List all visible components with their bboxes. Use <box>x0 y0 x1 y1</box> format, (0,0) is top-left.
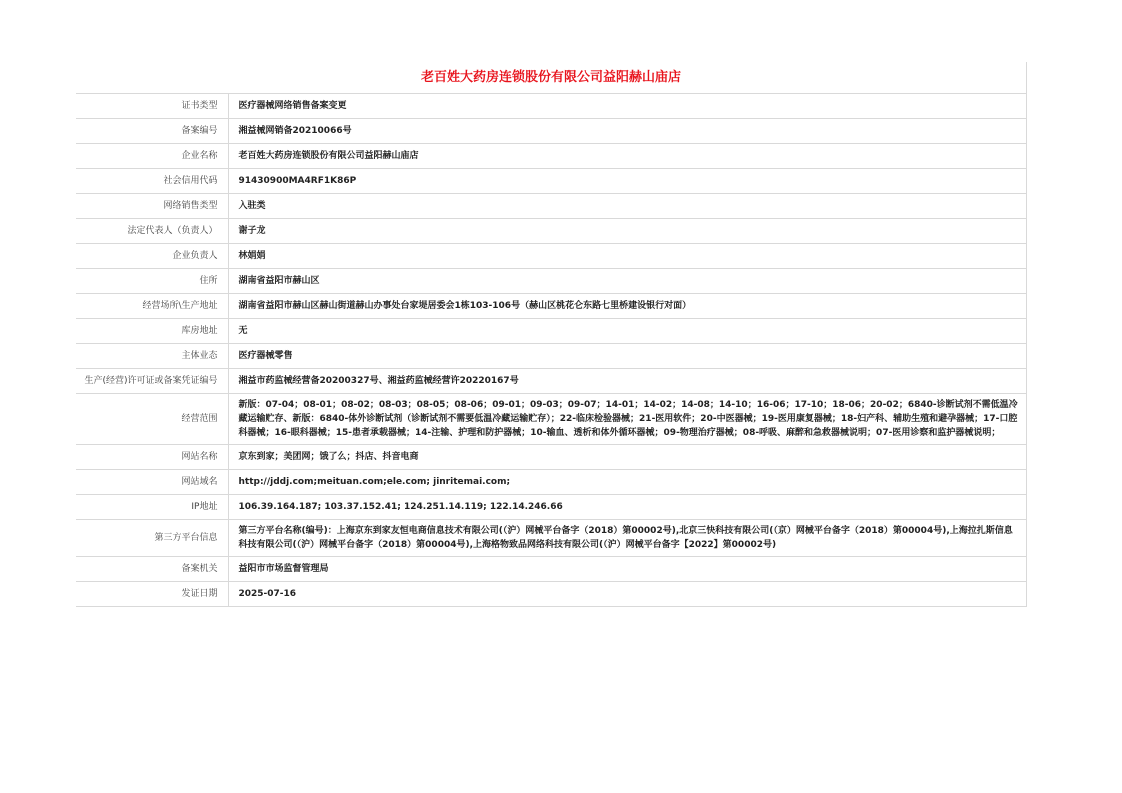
field-label: 法定代表人（负责人） <box>76 219 228 244</box>
field-value: 入驻类 <box>228 194 1026 219</box>
row-domicile <box>76 269 1026 294</box>
row-third-party-platform <box>76 520 1026 557</box>
field-value: 2025-07-16 <box>228 582 1026 607</box>
row-business-format <box>76 344 1026 369</box>
field-value: http://jddj.com;meituan.com;ele.com; jinritemai.com; <box>228 470 1026 495</box>
row-credit-code <box>76 169 1026 194</box>
field-label: 网站域名 <box>76 470 228 495</box>
field-label: 生产(经营)许可证或备案凭证编号 <box>76 369 228 394</box>
field-value: 京东到家；美团网；饿了么；抖店、抖音电商 <box>228 445 1026 470</box>
row-website-name <box>76 445 1026 470</box>
field-value: 医疗器械网络销售备案变更 <box>228 94 1026 119</box>
field-label: 备案机关 <box>76 557 228 582</box>
row-business-address <box>76 294 1026 319</box>
field-value: 湖南省益阳市赫山区赫山街道赫山办事处台家堤居委会1栋103-106号（赫山区桃花仑东路七里桥建设银行对面） <box>228 294 1026 319</box>
field-label: 主体业态 <box>76 344 228 369</box>
field-value: 医疗器械零售 <box>228 344 1026 369</box>
field-value: 新版：07-04；08-01；08-02；08-03；08-05；08-06；09-01；09-03；09-07；14-01；14-02；14-08；14-10；16-06；17-10；18-06；20-02；6840-诊断试剂不需低温冷藏运输贮存、新版：6840-体外诊断试剂（诊断试剂不需要低温冷藏运输贮存）；22-临床检验器械；21-医用软件；20-中医器械；19-医用康复器械；18-妇产科、辅助生殖和避孕器械；17-口腔科器械；16-眼科器械；15-患者承载器械；14-注输、护理和防护器械；10-输血、透析和体外循环器械；09-物理治疗器械；08-呼吸、麻醉和急救器械说明；07-医用诊察和监护器械说明； <box>228 394 1026 445</box>
field-value: 湘益市药监械经营备20200327号、湘益药监械经营许20220167号 <box>228 369 1026 394</box>
field-value: 益阳市市场监督管理局 <box>228 557 1026 582</box>
field-label: 住所 <box>76 269 228 294</box>
row-business-scope <box>76 394 1026 445</box>
record-table <box>76 94 1026 607</box>
row-record-number <box>76 119 1026 144</box>
field-label: 库房地址 <box>76 319 228 344</box>
field-label: 社会信用代码 <box>76 169 228 194</box>
field-label: 发证日期 <box>76 582 228 607</box>
row-issue-date <box>76 582 1026 607</box>
field-label: 备案编号 <box>76 119 228 144</box>
row-website-domain <box>76 470 1026 495</box>
field-value: 谢子龙 <box>228 219 1026 244</box>
field-label: IP地址 <box>76 495 228 520</box>
row-legal-representative <box>76 219 1026 244</box>
row-company-head <box>76 244 1026 269</box>
field-value: 106.39.164.187; 103.37.152.41; 124.251.14.119; 122.14.246.66 <box>228 495 1026 520</box>
field-label: 网络销售类型 <box>76 194 228 219</box>
field-label: 经营范围 <box>76 394 228 445</box>
field-value: 91430900MA4RF1K86P <box>228 169 1026 194</box>
row-license-number <box>76 369 1026 394</box>
field-value: 湖南省益阳市赫山区 <box>228 269 1026 294</box>
field-label: 证书类型 <box>76 94 228 119</box>
field-label: 企业负责人 <box>76 244 228 269</box>
row-warehouse-address <box>76 319 1026 344</box>
field-label: 经营场所\生产地址 <box>76 294 228 319</box>
field-label: 企业名称 <box>76 144 228 169</box>
field-value: 湘益械网销备20210066号 <box>228 119 1026 144</box>
field-value: 第三方平台名称(编号)：上海京东到家友恒电商信息技术有限公司(（沪）网械平台备字（2018）第00002号),北京三快科技有限公司(（京）网械平台备字（2018）第00004号),上海拉扎斯信息科技有限公司(（沪）网械平台备字（2018）第00004号),上海格物致品网络科技有限公司(（沪）网械平台备字【2022】第00002号) <box>228 520 1026 557</box>
record-document <box>76 62 1027 607</box>
field-value: 无 <box>228 319 1026 344</box>
row-filing-authority <box>76 557 1026 582</box>
field-value: 老百姓大药房连锁股份有限公司益阳赫山庙店 <box>228 144 1026 169</box>
row-certificate-type <box>76 94 1026 119</box>
row-company-name <box>76 144 1026 169</box>
field-label: 网站名称 <box>76 445 228 470</box>
field-value: 林娟娟 <box>228 244 1026 269</box>
field-label: 第三方平台信息 <box>76 520 228 557</box>
row-ip-address <box>76 495 1026 520</box>
page-title: 老百姓大药房连锁股份有限公司益阳赫山庙店 <box>76 62 1026 94</box>
row-sales-type <box>76 194 1026 219</box>
